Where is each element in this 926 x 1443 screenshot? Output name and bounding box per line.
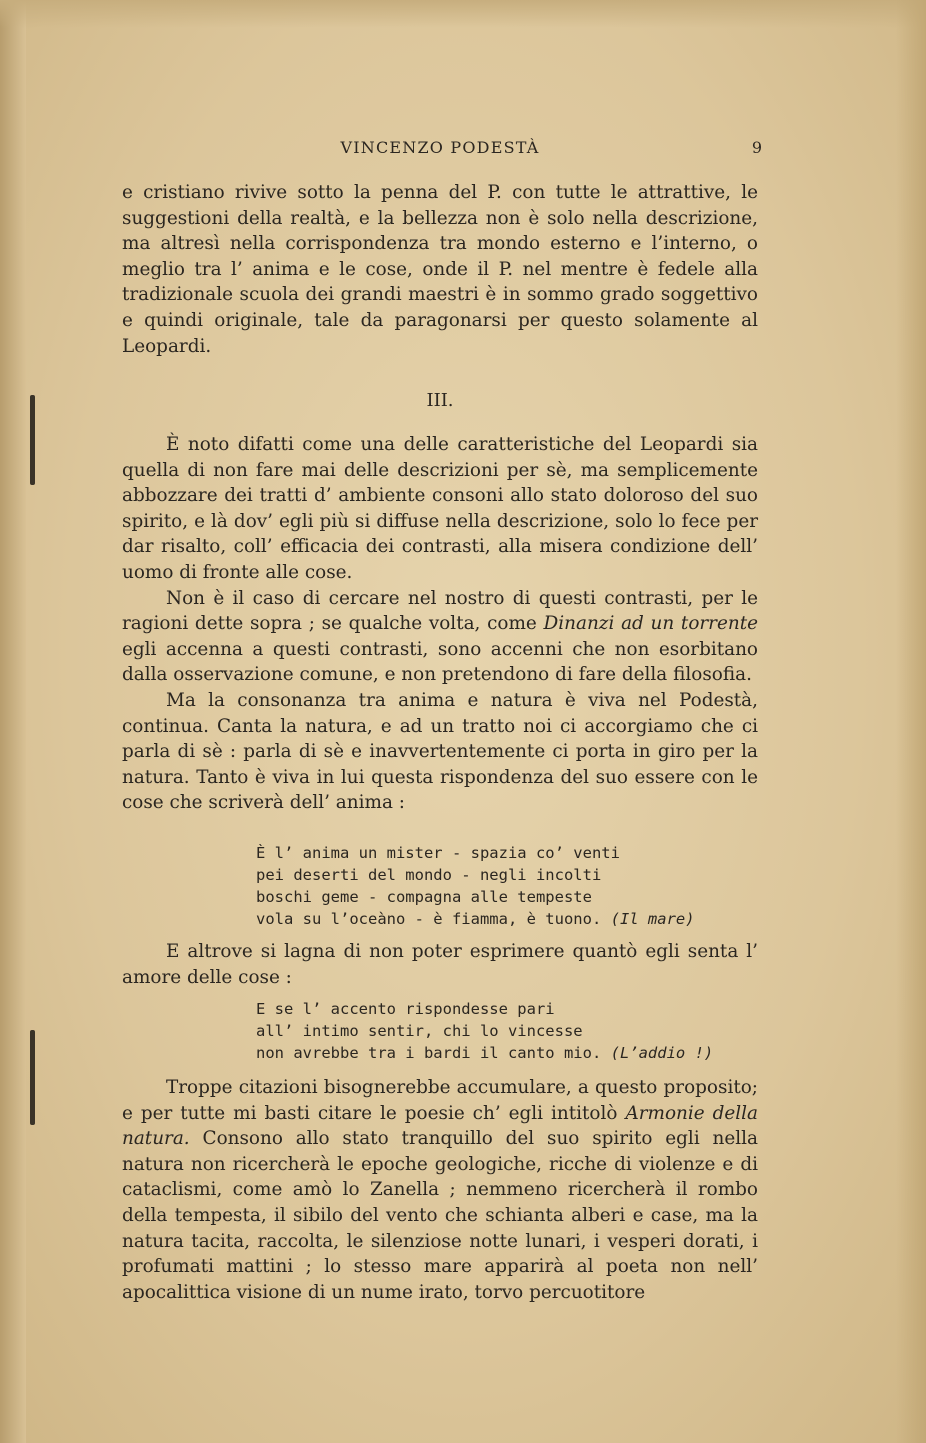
verse-line: E se l’ accento rispondesse pari [256, 1000, 555, 1018]
page-spine [0, 0, 26, 1443]
verse-line: boschi geme - compagna alle tempeste [256, 888, 592, 906]
page-right-edge [896, 0, 926, 1443]
binding-mark [30, 395, 35, 485]
verse-line [256, 1042, 756, 1064]
page-top-edge [0, 0, 926, 28]
verse-line: all’ intimo sentir, chi lo vincesse [256, 1022, 583, 1040]
verse-line: pei deserti del mondo - negli incolti [256, 866, 602, 884]
verse-line-text: vola su l’oceàno - è fiamma, è tuono. [256, 910, 611, 928]
text-block-4 [122, 1075, 758, 1305]
section-heading: III. [426, 390, 454, 411]
running-head [120, 138, 760, 162]
paragraph-text: Consono allo stato tranquillo del suo spirito egli nella natura non ricercherà le epoche geologiche, ricche di violenze e di cataclismi, come amò lo Zanella ; nemmeno ricercherà il rombo della tempesta, il sibilo del vento che schianta alberi e case, ma la natura tacita, raccolta, le silenziose notte lunari, i vesperi dorati, i profumati mattini ; lo stesso mare apparirà al poeta non nell’ apocalittica visione di un nume irato, torvo percuotitore [122, 1128, 758, 1303]
verse-quote-2 [256, 998, 756, 1064]
verse-line [256, 908, 756, 930]
verse-source: (Il mare) [610, 910, 695, 928]
verse-source: (L’addio !) [610, 1044, 714, 1062]
running-head-title: VINCENZO PODESTÀ [340, 138, 540, 157]
paragraph-text: egli accenna a questi contrasti, sono accenni che non esorbitano dalla osservazione comune, e non pretendono di fare della filosofia. [122, 638, 758, 686]
page-number: 9 [751, 138, 762, 157]
paragraph [122, 1075, 758, 1305]
poem-title: Dinanzi ad un torrente [543, 613, 758, 635]
verse-line-text: non avrebbe tra i bardi il canto mio. [256, 1044, 611, 1062]
text-block-1 [122, 180, 758, 359]
paragraph: E altrove si lagna di non poter esprimere quantò egli senta l’ amore delle cose : [122, 941, 758, 988]
verse-line: È l’ anima un mister - spazia co’ venti [256, 844, 620, 862]
paragraph: e cristiano rivive sotto la penna del P. con tutte le attrattive, le suggestioni della realtà, e la bellezza non è solo nella descrizione, ma altresì nella corrispondenza tra mondo esterno e l’interno, o meglio tra l’ anima e le cose, onde il P. nel mentre è fedele alla tradizionale scuola dei grandi maestri è in sommo grado soggettivo e quindi originale, tale da paragonarsi per questo solamente al Leopardi. [122, 182, 758, 357]
paragraph-text: Troppe citazioni bisognerebbe accumulare, a questo proposito; e per tutte mi basti citare le poesie ch’ egli intitolò [122, 1077, 758, 1124]
paragraph: Ma la consonanza tra anima e natura è viva nel Podestà, continua. Canta la natura, e ad un tratto noi ci accorgiamo che ci parla di sè : parla di sè e inavvertentemente ci porta in giro per la natura. Tanto è viva in lui questa rispondenza del suo essere con le cose che scriverà dell’ anima : [122, 689, 758, 814]
paragraph: È noto difatti come una delle caratteristiche del Leopardi sia quella di non fare mai delle descrizioni per sè, ma semplicemente abbozzare dei tratti d’ ambiente consoni allo stato doloroso del suo spirito, e là dov’ egli più si diffuse nella descrizione, solo lo fece per dar risalto, coll’ efficacia dei contrasti, alla misera condizione dell’ uomo di fronte alle cose. [122, 434, 758, 583]
verse-quote-1 [256, 842, 756, 930]
paragraph-text: Non è il caso di cercare nel nostro di questi contrasti, per le ragioni dette sopra ; se qualche volta, come [122, 587, 758, 635]
text-block-2 [122, 432, 758, 816]
paragraph [122, 586, 758, 688]
poem-collection-title: Armonie della natura. [122, 1102, 758, 1150]
text-block-3 [122, 939, 758, 990]
binding-mark [30, 1030, 35, 1125]
